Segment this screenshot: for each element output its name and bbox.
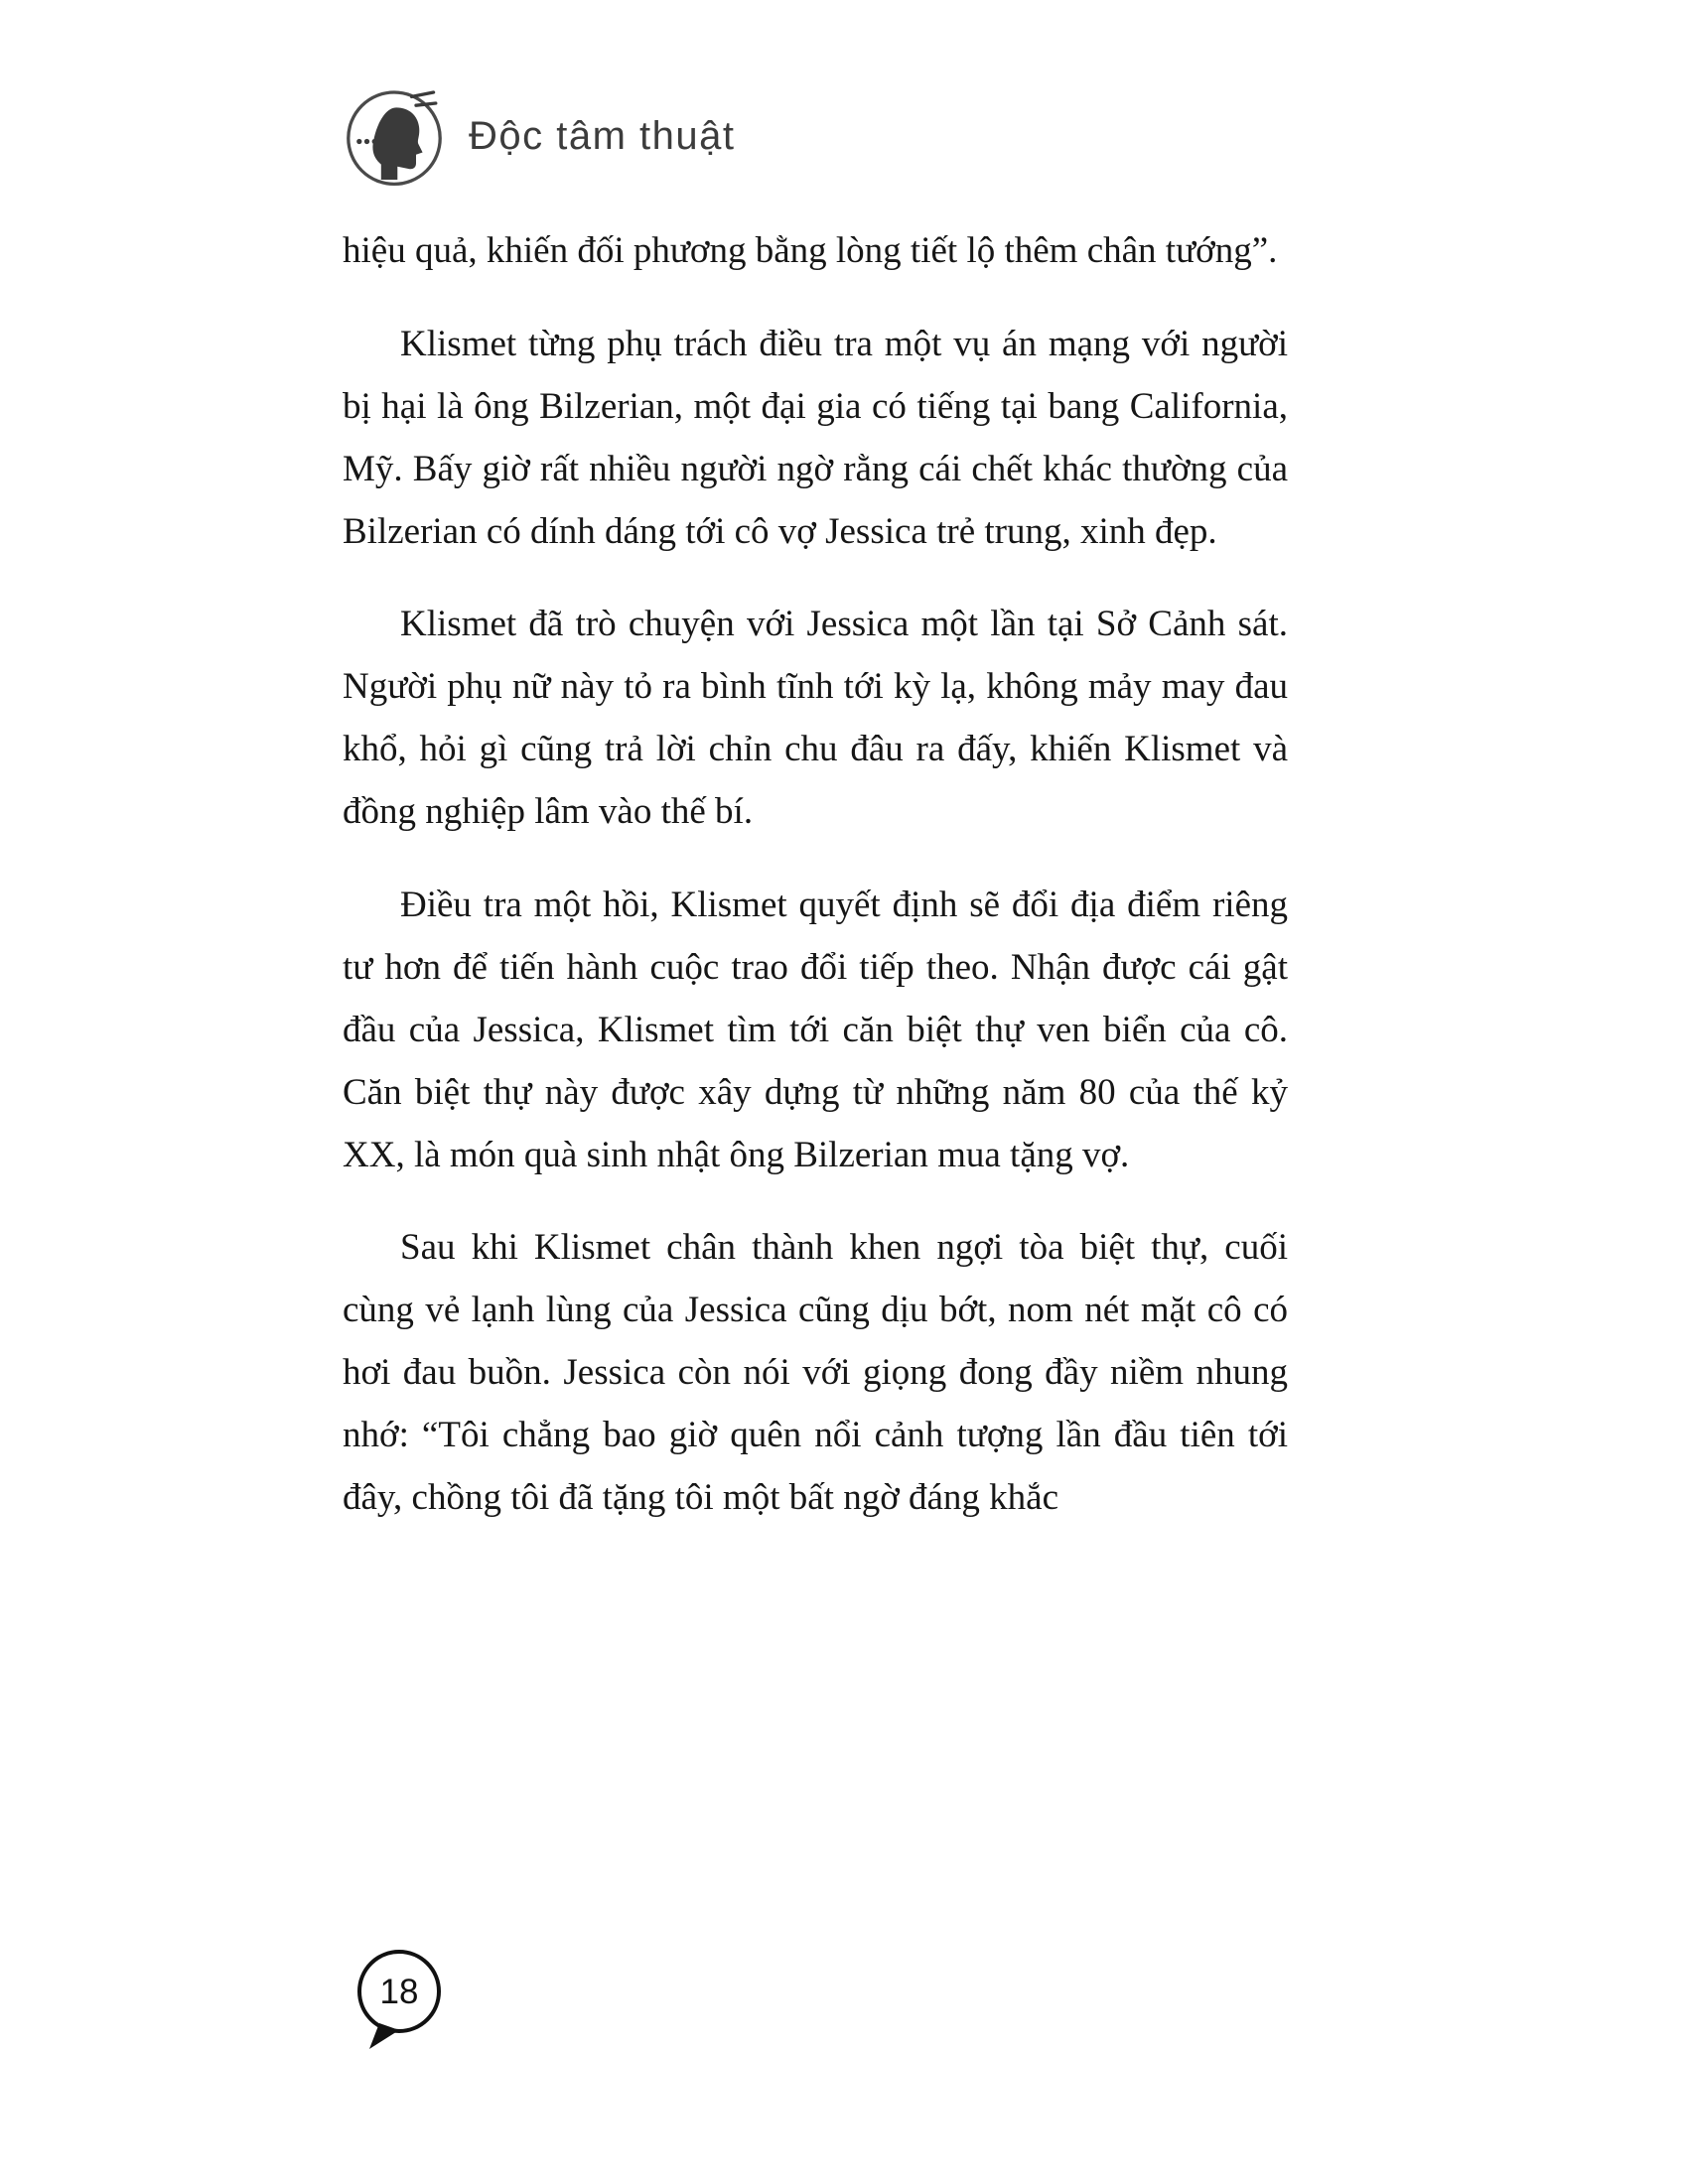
paragraph-5: Sau khi Klismet chân thành khen ngợi tòa biệt thự, cuối cùng vẻ lạnh lùng của Jessica cũng dịu bớt, nom nét mặt cô có hơi đau buồn. Jessica còn nói với giọng đong đầy niềm nhung nhớ: “Tôi chẳng bao giờ quên nổi cảnh tượng lần đầu tiên tới đây, chồng tôi đã tặng tôi một bất ngờ đáng khắc	[343, 1227, 1288, 1519]
head-with-speech-dots-icon	[340, 81, 449, 191]
paragraph-4: Điều tra một hồi, Klismet quyết định sẽ đổi địa điểm riêng tư hơn để tiến hành cuộc trao đổi tiếp theo. Nhận được cái gật đầu của Jessica, Klismet tìm tới căn biệt thự ven biển của cô. Căn biệt thự này được xây dựng từ những năm 80 của thế kỷ XX, là món quà sinh nhật ông Bilzerian mua tặng vợ.	[343, 885, 1288, 1175]
page-number: 18	[379, 1973, 419, 2011]
paragraph-1: hiệu quả, khiến đối phương bằng lòng tiết lộ thêm chân tướng”.	[343, 230, 1278, 271]
page-number-bubble	[353, 1948, 449, 2053]
page-header	[340, 81, 736, 191]
article-text	[343, 220, 1288, 1561]
paragraph-2: Klismet từng phụ trách điều tra một vụ án mạng với người bị hại là ông Bilzerian, một đại gia có tiếng tại bang California, Mỹ. Bấy giờ rất nhiều người ngờ rằng cái chết khác thường của Bilzerian có dính dáng tới cô vợ Jessica trẻ trung, xinh đẹp.	[343, 323, 1288, 552]
book-title: Độc tâm thuật	[469, 113, 736, 158]
paragraph-3: Klismet đã trò chuyện với Jessica một lần tại Sở Cảnh sát. Người phụ nữ này tỏ ra bình tĩnh tới kỳ lạ, không mảy may đau khổ, hỏi gì cũng trả lời chỉn chu đâu ra đấy, khiến Klismet và đồng nghiệp lâm vào thế bí.	[343, 604, 1288, 833]
